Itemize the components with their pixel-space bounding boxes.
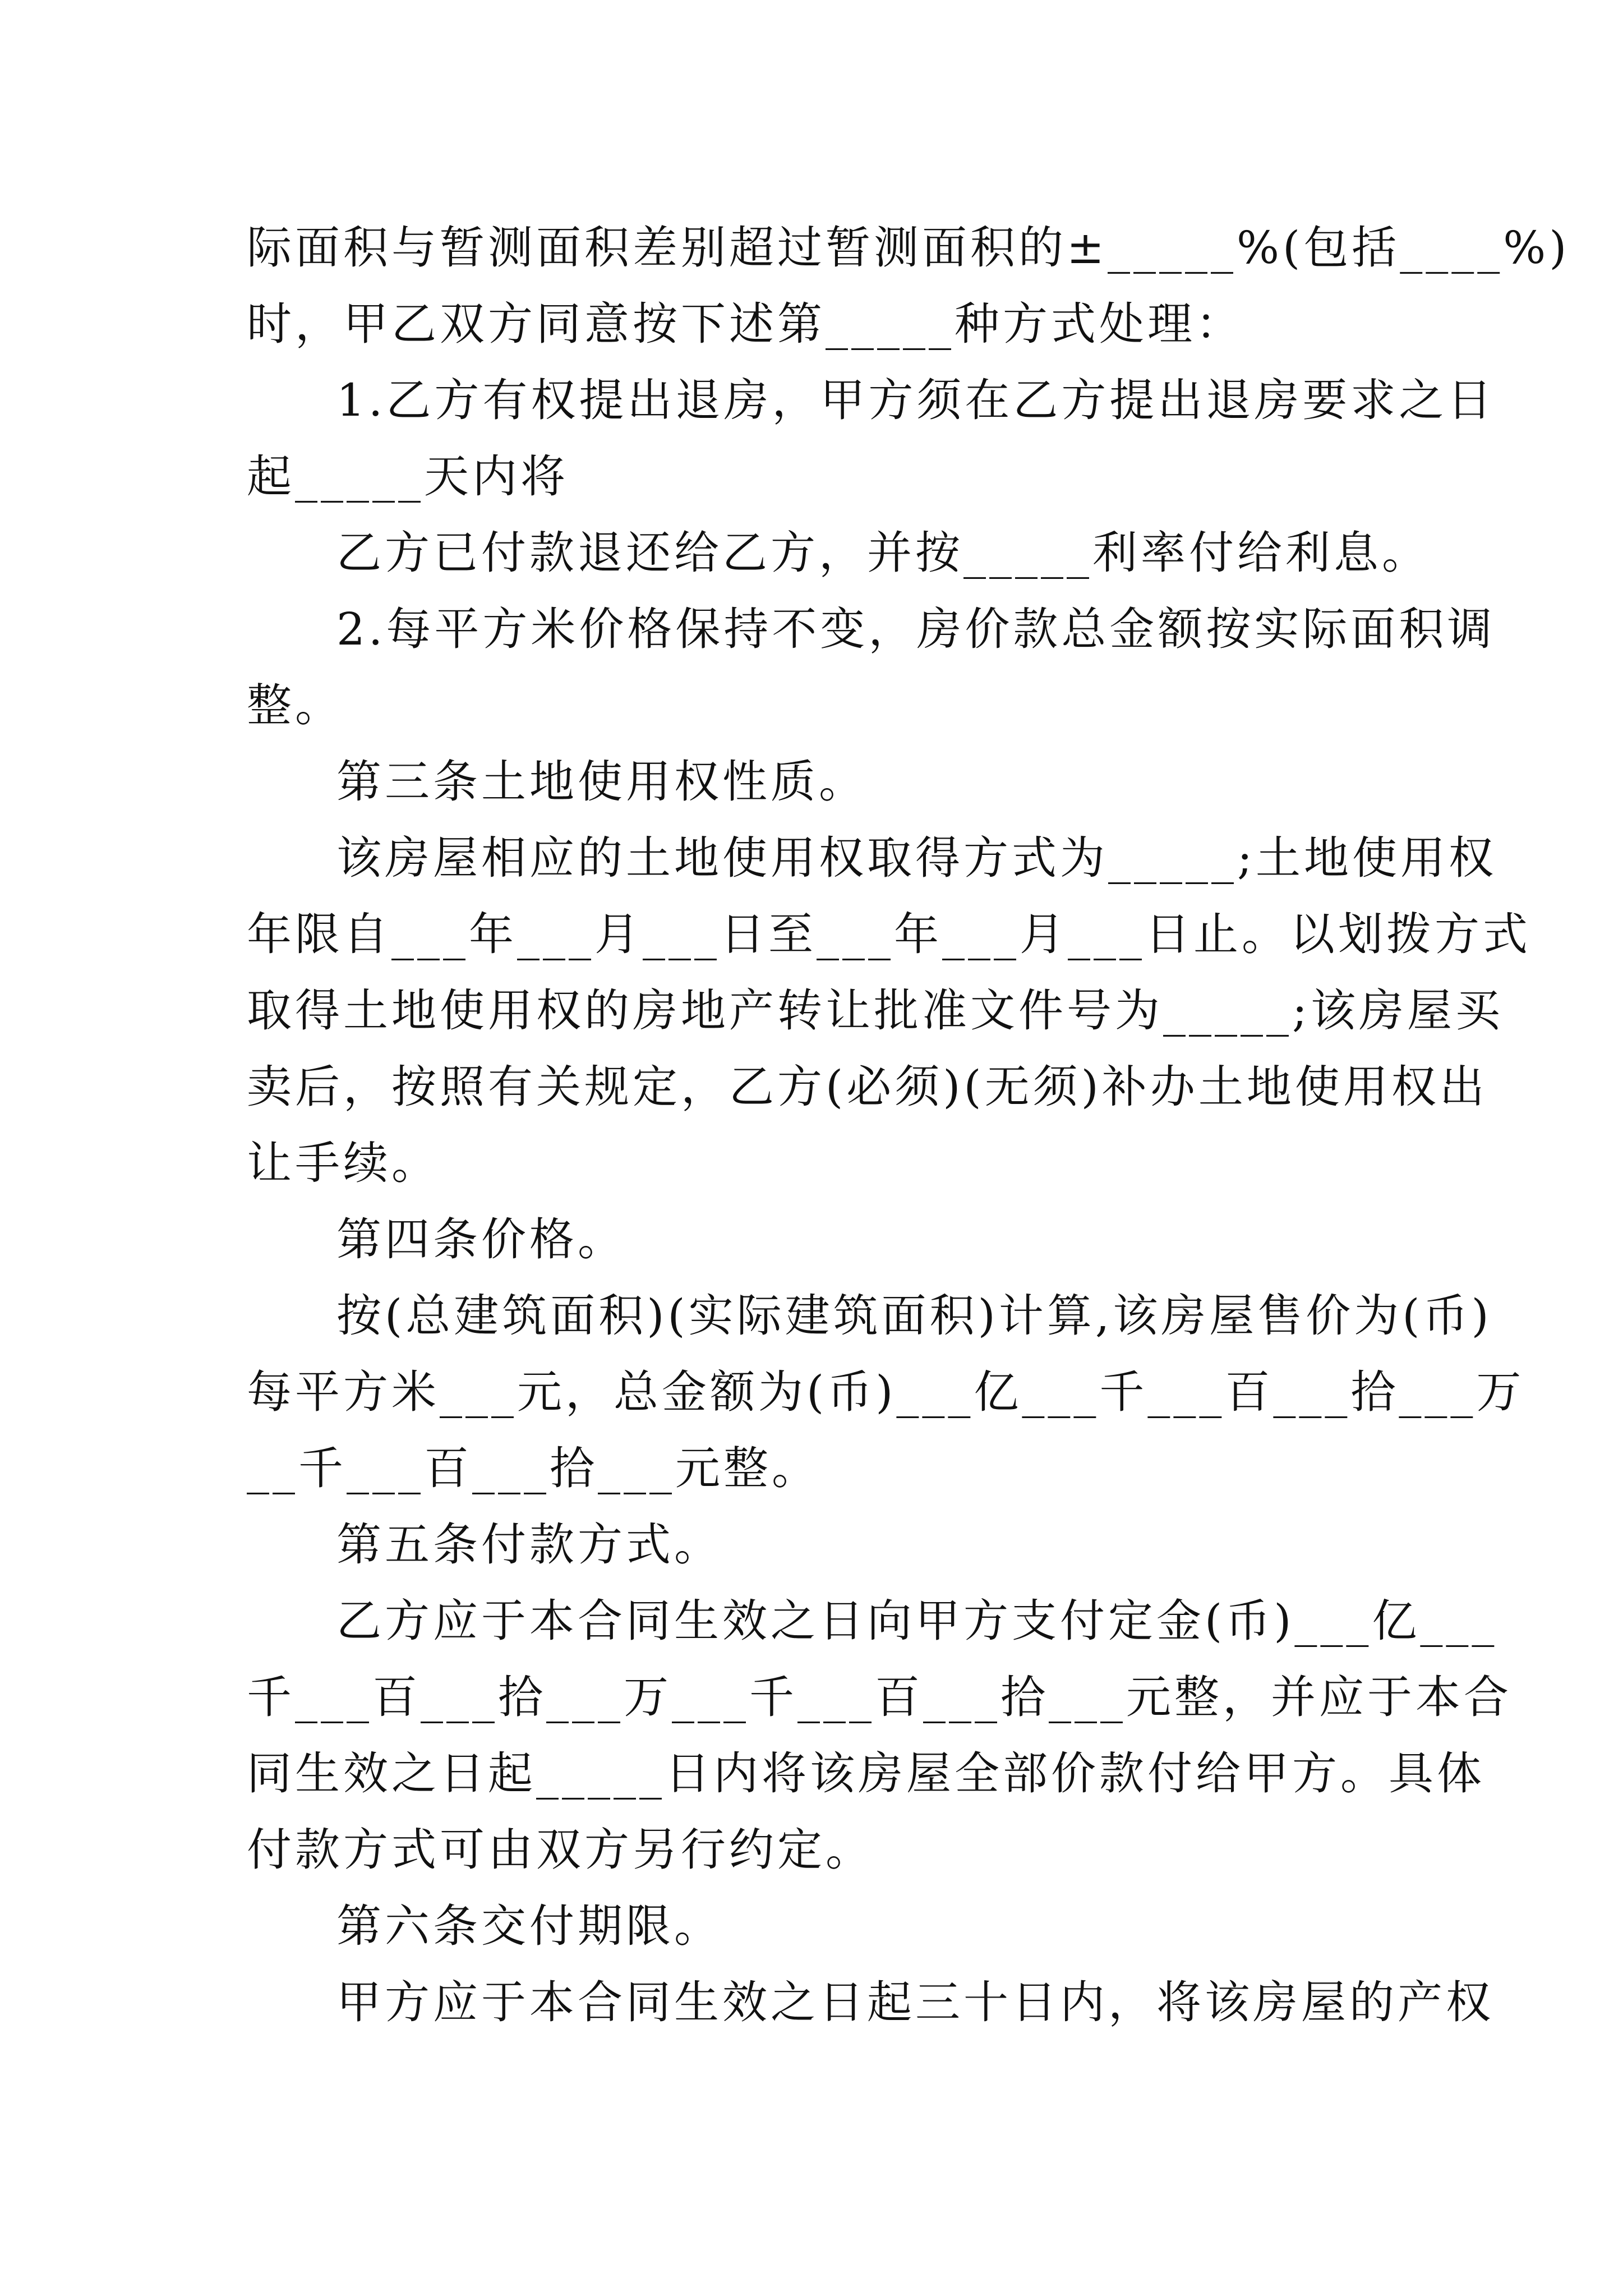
- text-line: 起_____天内将: [247, 450, 569, 503]
- text-line: 付款方式可由双方另行约定。: [247, 1824, 874, 1876]
- section-heading: 第四条价格。: [336, 1213, 626, 1266]
- text-line: 让手续。: [247, 1137, 440, 1189]
- text-line: 甲方应于本合同生效之日起三十日内，将该房屋的产权: [336, 1976, 1494, 2028]
- text-line: 整。: [247, 679, 343, 731]
- text-line: 年限自___年___月___日至___年___月___日止。以划拨方式: [247, 908, 1531, 960]
- text-line: 1.乙方有权提出退房，甲方须在乙方提出退房要求之日: [336, 374, 1496, 426]
- text-line: 千___百___拾___万___千___百___拾___元整，并应于本合: [247, 1671, 1512, 1723]
- text-line: 乙方已付款退还给乙方，并按_____利率付给利息。: [336, 527, 1430, 579]
- text-line: 取得土地使用权的房地产转让批准文件号为_____;该房屋买: [247, 984, 1504, 1037]
- text-line: 每平方米___元，总金额为(币)___亿___千___百___拾___万: [247, 1366, 1525, 1418]
- text-line: 该房屋相应的土地使用权取得方式为_____;土地使用权: [336, 832, 1497, 884]
- section-heading: 第五条付款方式。: [336, 1519, 722, 1571]
- text-line: 际面积与暂测面积差别超过暂测面积的±_____%(包括____%): [247, 222, 1570, 274]
- text-line: 卖后，按照有关规定，乙方(必须)(无须)补办土地使用权出: [247, 1061, 1488, 1113]
- text-line: __千___百___拾___元整。: [247, 1442, 820, 1494]
- text-line: 按(总建筑面积)(实际建筑面积)计算,该房屋售价为(币): [336, 1290, 1492, 1342]
- text-line: 乙方应于本合同生效之日向甲方支付定金(币)___亿___: [336, 1595, 1498, 1647]
- section-heading: 第三条土地使用权性质。: [336, 756, 867, 808]
- text-line: 同生效之日起_____日内将该房屋全部价款付给甲方。具体: [247, 1747, 1485, 1800]
- text-line: 时，甲乙双方同意按下述第_____种方式处理：: [247, 298, 1244, 350]
- section-heading: 第六条交付期限。: [336, 1900, 722, 1952]
- text-line: 2.每平方米价格保持不变，房价款总金额按实际面积调: [336, 603, 1496, 655]
